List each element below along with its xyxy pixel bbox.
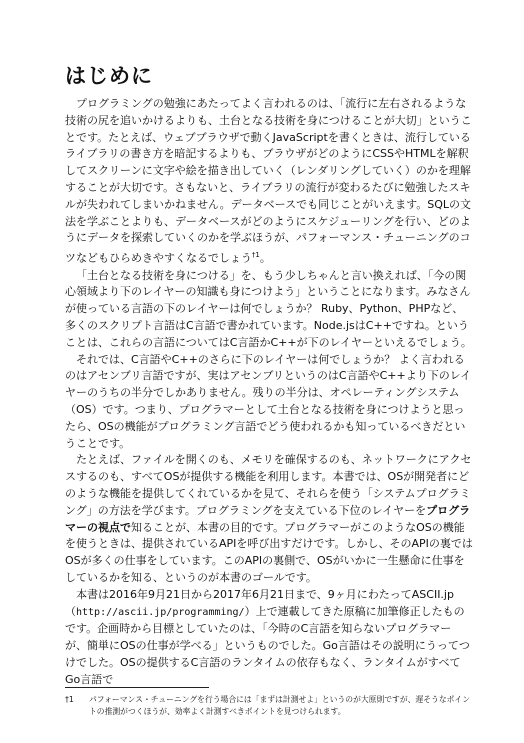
- paragraph-1: [65, 96, 473, 268]
- paragraph-1-text: プログラミングの勉強にあたってよく言われるのは、「流行に左右されるような技術の尻を追いかけるよりも、土台となる技術を身につけることが大切」ということです。たとえば、ウェブブラウザで動くJavaScriptを書くときは、流行しているライブラリの書き方を暗記するよりも、ブラウザがどのようにCSSやHTMLを解釈してスクリーンに文字や絵を描き出していく（レンダリングしていく）のかを理解することが大切です。さもないと、ライブラリの流行が変わるたびに勉強したスキルが失われてしまいかねません。データベースでも同じことがいえます。SQLの文法を学ぶことよりも、データベースがどのようにスケジューリングを行い、どのようにデータを探索していくのかを学ぶほうが、パフォーマンス・チューニングのコツなどもひらめきやすくなるでしょう: [65, 97, 472, 265]
- paragraph-5-text-cont: ）上で連載してきた原稿に加筆修正したものです。企画時から目標としていたのは、「今時のC言語を知らないプログラマーが、簡単にOSの仕事が学べる」というものでした。Go言語はその説明にうってつけでした。OSの提供するC言語のランタイムの依存もなく、ランタイムがすべてGo言語で: [65, 604, 470, 686]
- paragraph-4-text: たとえば、ファイルを開くのも、メモリを確保するのも、ネットワークにアクセスするのも、すべてOSが提供する機能を利用します。本書では、OSが開発者にどのような機能を提供してくれているかを見て、それらを使う「システムプログラミング」の方法を学びます。プログラミングを支えている下位のレイヤーを: [65, 453, 472, 517]
- paragraph-3: それでは、C言語やC++のさらに下のレイヤーは何でしょうか？ よく言われるのはアセンブリ言語ですが、実はアセンブリというのはC言語やC++より下のレイヤーのうちの半分でしかありません。残りの半分は、オペレーティングシステム（OS）です。つまり、プログラマーとして土台となる技術を身につけようと思ったら、OSの機能がプログラミング言語でどう使われるかも知っているべきだということです。: [65, 352, 472, 450]
- footnote-reference: †1: [251, 251, 260, 260]
- url-text: http://ascii.jp/programming/: [76, 606, 245, 618]
- paragraph-4-text-cont: 知ることが、本書の目的です。プログラマーがこのようなOSの機能を使うときは、提供されているAPIを呼び出すだけです。しかし、そのAPIの裏ではOSが多くの仕事をしています。このAPIの裏側で、OSがいかに一生懸命に仕事をしているかを知る、というのが本書のゴールです。: [65, 520, 473, 584]
- paragraph-5: [65, 587, 473, 689]
- paragraph-4: [65, 452, 473, 586]
- body-text: [65, 96, 473, 689]
- footnote-mark: †1: [65, 695, 74, 704]
- footnote-text: パフォーマンス・チューニングを行う場合には「まずは計測せよ」というのが大原則ですが、遅そうなポイントの推測がつくほうが、効率よく計測すべきポイントを見つけられます。: [89, 695, 471, 716]
- paragraph-2: 「土台となる技術を身につける」を、もう少しちゃんと言い換えれば、「今の関心領域より下のレイヤーの知識も身につけよう」ということになります。みなさんが使っている言語の下のレイヤーは何でしょうか？ Ruby、Python、PHPなど、多くのスクリプト言語はC言語で書かれています。Node.jsはC++ですね。ということは、これらの言語についてはC言語かC++が下のレイヤーといえるでしょう。: [65, 268, 472, 349]
- footnote-divider: [65, 687, 209, 688]
- paragraph-1-end: 。: [259, 251, 271, 265]
- emphasis-text: プログラマーの視点で: [65, 503, 471, 534]
- page-title: はじめに: [65, 64, 153, 88]
- paragraph-5-text: 本書は2016年9月21日から2017年6月21日まで、9ヶ月にわたってASCII.jp（: [65, 587, 454, 618]
- footnote: [65, 694, 473, 718]
